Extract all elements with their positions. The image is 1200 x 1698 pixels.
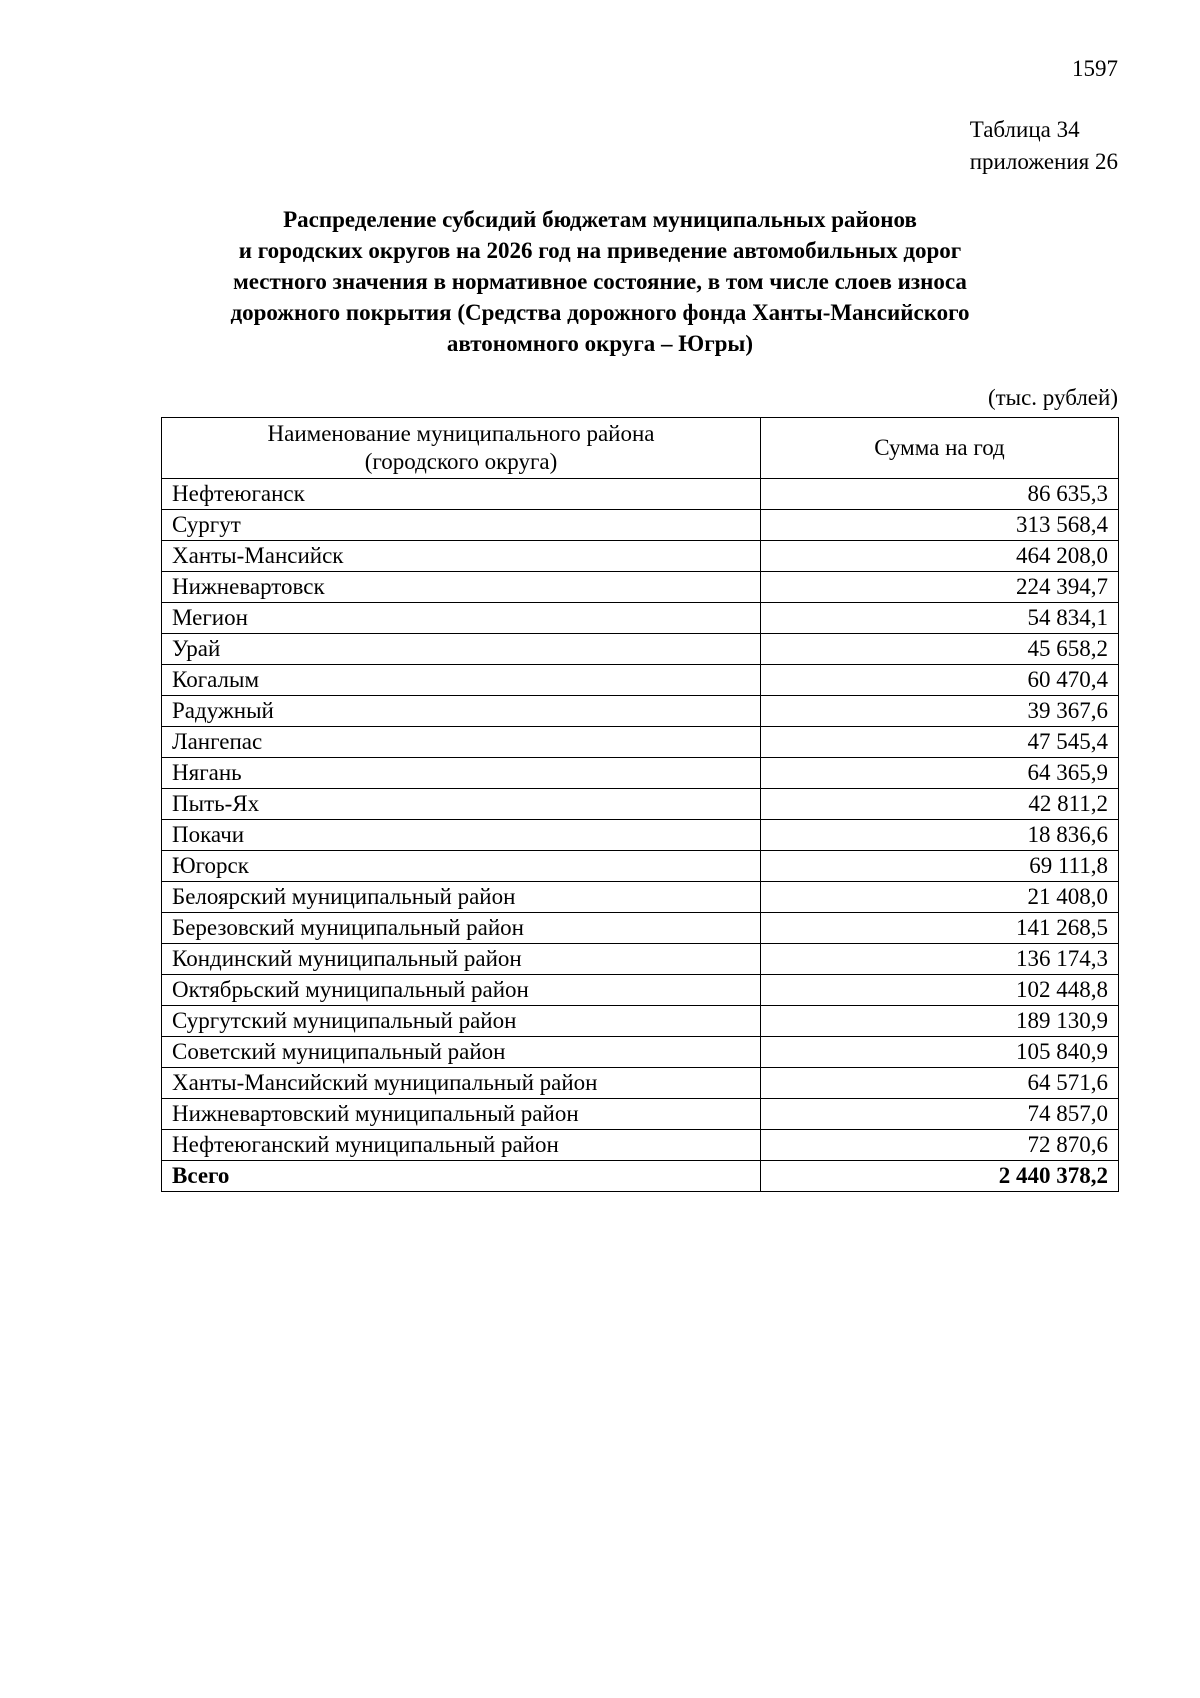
row-name: Югорск [162,851,761,882]
row-amount: 42 811,2 [761,789,1119,820]
table-row [162,1006,1119,1037]
row-name: Нижневартовский муниципальный район [162,1099,761,1130]
row-amount: 105 840,9 [761,1037,1119,1068]
row-amount: 464 208,0 [761,541,1119,572]
table-row [162,851,1119,882]
table-row [162,789,1119,820]
total-amount: 2 440 378,2 [761,1161,1119,1192]
title-line: дорожного покрытия (Средства дорожного фонда Ханты-Мансийского [230,300,970,325]
row-amount: 60 470,4 [761,665,1119,696]
table-row [162,665,1119,696]
row-amount: 102 448,8 [761,975,1119,1006]
table-row [162,1068,1119,1099]
row-name: Радужный [162,696,761,727]
row-amount: 64 571,6 [761,1068,1119,1099]
row-amount: 141 268,5 [761,913,1119,944]
table-body [162,479,1119,1192]
header-name-line1: Наименование муниципального района [267,421,655,446]
row-amount: 69 111,8 [761,851,1119,882]
table-row [162,1130,1119,1161]
header-name-line2: (городского округа) [364,449,558,474]
row-amount: 86 635,3 [761,479,1119,510]
row-name: Лангепас [162,727,761,758]
total-row [162,1161,1119,1192]
table-row [162,634,1119,665]
table-row [162,1099,1119,1130]
row-name: Мегион [162,603,761,634]
table-row [162,603,1119,634]
subsidy-table [161,417,1119,1192]
row-amount: 72 870,6 [761,1130,1119,1161]
row-amount: 64 365,9 [761,758,1119,789]
row-amount: 313 568,4 [761,510,1119,541]
table-row [162,727,1119,758]
row-name: Нефтеюганский муниципальный район [162,1130,761,1161]
table-row [162,882,1119,913]
table-ref-line2: приложения 26 [969,149,1118,174]
row-name: Покачи [162,820,761,851]
row-name: Нефтеюганск [162,479,761,510]
row-name: Нижневартовск [162,572,761,603]
row-name: Кондинский муниципальный район [162,944,761,975]
row-amount: 47 545,4 [761,727,1119,758]
row-amount: 21 408,0 [761,882,1119,913]
table-row [162,1037,1119,1068]
header-name [162,418,761,479]
row-name: Советский муниципальный район [162,1037,761,1068]
row-name: Сургутский муниципальный район [162,1006,761,1037]
title-line: автономного округа – Югры) [446,331,754,356]
row-amount: 54 834,1 [761,603,1119,634]
table-row [162,479,1119,510]
row-amount: 136 174,3 [761,944,1119,975]
table-row [162,572,1119,603]
table-header-row [162,418,1119,479]
row-name: Белоярский муниципальный район [162,882,761,913]
table-row [162,696,1119,727]
row-name: Нягань [162,758,761,789]
row-amount: 224 394,7 [761,572,1119,603]
page-number: 1597 [1072,56,1118,81]
units-label: (тыс. рублей) [987,385,1118,410]
table-reference [970,114,1118,178]
row-name: Сургут [162,510,761,541]
row-amount: 45 658,2 [761,634,1119,665]
table-ref-line1: Таблица 34 [969,117,1080,142]
table-row [162,913,1119,944]
title-line: местного значения в нормативное состояние, в том числе слоев износа [233,269,967,294]
table-row [162,944,1119,975]
row-name: Березовский муниципальный район [162,913,761,944]
row-name: Когалым [162,665,761,696]
row-amount: 189 130,9 [761,1006,1119,1037]
document-title [150,204,1050,359]
row-amount: 18 836,6 [761,820,1119,851]
total-label: Всего [162,1161,761,1192]
row-name: Пыть-Ях [162,789,761,820]
row-name: Урай [162,634,761,665]
header-amount: Сумма на год [761,418,1119,479]
row-amount: 74 857,0 [761,1099,1119,1130]
title-line: и городских округов на 2026 год на приведение автомобильных дорог [238,238,962,263]
table-row [162,758,1119,789]
title-line: Распределение субсидий бюджетам муниципальных районов [283,207,917,232]
row-name: Октябрьский муниципальный район [162,975,761,1006]
row-name: Ханты-Мансийск [162,541,761,572]
table-row [162,510,1119,541]
table-row [162,820,1119,851]
table-row [162,541,1119,572]
table-row [162,975,1119,1006]
row-amount: 39 367,6 [761,696,1119,727]
row-name: Ханты-Мансийский муниципальный район [162,1068,761,1099]
